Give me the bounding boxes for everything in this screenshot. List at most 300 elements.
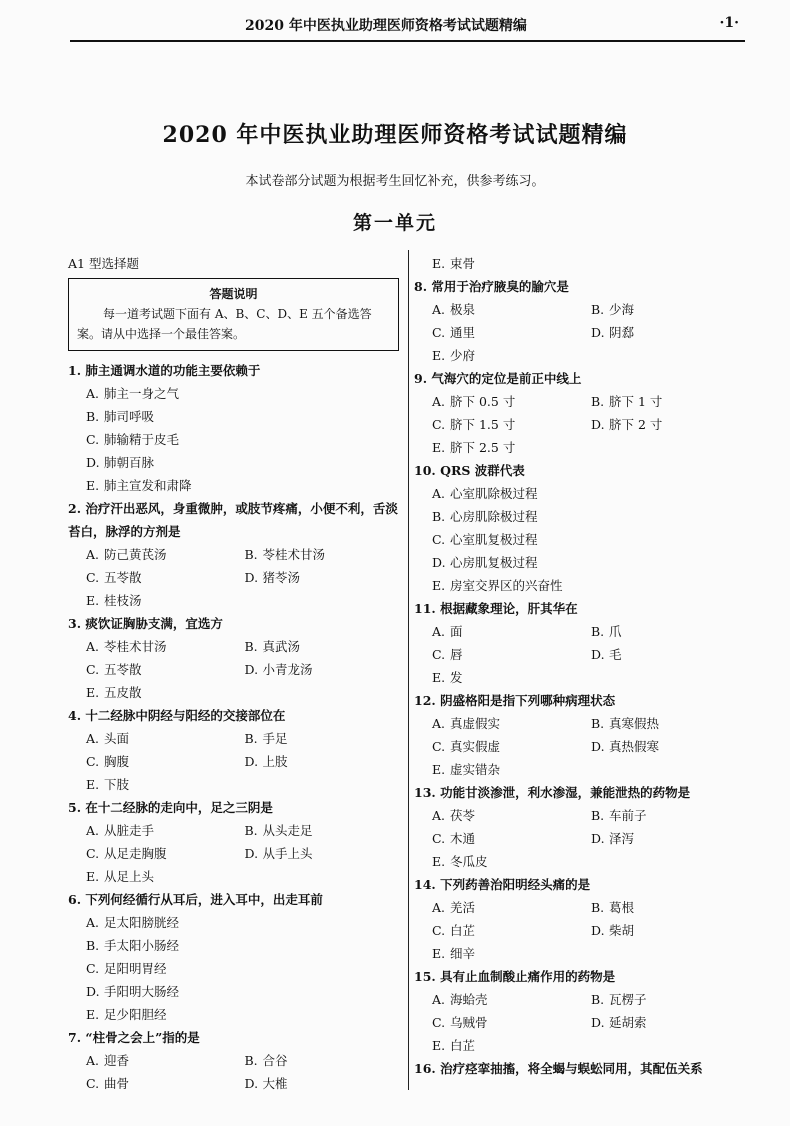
option-text: 大椎 [262, 1076, 288, 1091]
option-item [245, 543, 404, 566]
option-text: 车前子 [609, 808, 647, 823]
option-letter: C. [432, 1015, 446, 1030]
option-text: 脐下 1.5 寸 [450, 417, 516, 432]
option-text: 毛 [609, 647, 622, 662]
option-text: 足阳明胃经 [104, 961, 167, 976]
option-text: 真热假寒 [609, 739, 660, 754]
option-text: 阴郄 [609, 325, 635, 340]
option-letter: E. [86, 777, 100, 792]
question-stem [68, 796, 403, 819]
option-letter: E. [432, 946, 446, 961]
question-text: 常用于治疗腋臭的腧穴是 [431, 279, 569, 294]
option-text: 肺司呼吸 [104, 409, 155, 424]
option-item [86, 865, 403, 888]
question-stem [414, 873, 750, 896]
option-text: 唇 [450, 647, 463, 662]
option-letter: D. [86, 455, 100, 470]
question-item [68, 1026, 403, 1095]
option-text: 延胡索 [609, 1015, 647, 1030]
option-item [432, 413, 591, 436]
option-letter: B. [244, 639, 258, 654]
option-item [591, 735, 750, 758]
option-letter: E. [432, 762, 446, 777]
option-item [86, 635, 245, 658]
option-letter: C. [86, 570, 100, 585]
question-stem [68, 1026, 403, 1049]
option-text: 从手上头 [262, 846, 313, 861]
question-text: “柱骨之会上”指的是 [85, 1030, 200, 1045]
option-text: 白芷 [450, 923, 476, 938]
document-note: 本试卷部分试题为根据考生回忆补充，供参考练习。 [245, 174, 545, 189]
question-stem [68, 359, 403, 382]
option-letter: B. [591, 900, 605, 915]
option-text: 曲骨 [104, 1076, 130, 1091]
running-header-title: 2020 年中医执业助理医师资格考试试题精编 [245, 18, 527, 34]
option-item [86, 911, 403, 934]
option-text: 从足上头 [104, 869, 155, 884]
option-item [86, 658, 245, 681]
option-text: 瓦楞子 [609, 992, 647, 1007]
option-letter: D. [591, 739, 605, 754]
option-text: 心房肌复极过程 [450, 555, 538, 570]
option-item [432, 298, 591, 321]
option-item [432, 643, 591, 666]
option-item [591, 321, 750, 344]
option-item [591, 804, 750, 827]
option-letter: B. [86, 409, 100, 424]
option-letter: A. [86, 386, 100, 401]
question-stem [414, 597, 750, 620]
option-letter: E. [432, 256, 446, 271]
option-letter: D. [591, 1015, 605, 1030]
question-text: 具有止血制酸止痛作用的药物是 [440, 969, 616, 984]
option-letter: B. [591, 302, 605, 317]
option-letter: D. [591, 325, 605, 340]
question-stem [414, 275, 750, 298]
option-text: 少府 [450, 348, 476, 363]
option-letter: B. [86, 938, 100, 953]
option-item [432, 827, 591, 850]
option-letter: C. [86, 1076, 100, 1091]
option-item [432, 528, 750, 551]
question-text: 十二经脉中阴经与阳经的交接部位在 [85, 708, 286, 723]
question-stem [68, 497, 403, 543]
option-item [245, 842, 404, 865]
question-item [68, 612, 403, 704]
option-text: 手足 [262, 731, 288, 746]
option-text: 少海 [609, 302, 635, 317]
option-text: 迎香 [104, 1053, 130, 1068]
option-text: 五苓散 [104, 570, 142, 585]
question-item [68, 888, 403, 1026]
option-item [86, 589, 403, 612]
question-number: 8. [414, 279, 428, 294]
option-item [432, 942, 750, 965]
option-letter: C. [432, 647, 446, 662]
option-item [432, 850, 750, 873]
option-item [86, 474, 403, 497]
question-item [414, 781, 750, 873]
question-number: 7. [68, 1030, 82, 1045]
question-number: 6. [68, 892, 82, 907]
option-item [432, 666, 750, 689]
question-number: 3. [68, 616, 82, 631]
question-text: 气海穴的定位是前正中线上 [431, 371, 582, 386]
option-letter: B. [432, 509, 446, 524]
option-text: 从头走足 [262, 823, 313, 838]
option-text: 极泉 [450, 302, 476, 317]
option-item [86, 934, 403, 957]
option-text: 肺朝百脉 [104, 455, 155, 470]
option-item [86, 451, 403, 474]
option-letter: A. [432, 716, 446, 731]
option-item [432, 390, 591, 413]
option-text: 苓桂术甘汤 [104, 639, 167, 654]
option-letter: C. [432, 532, 446, 547]
option-item [591, 1011, 750, 1034]
question-number: 5. [68, 800, 82, 815]
option-letter: E. [86, 869, 100, 884]
option-letter: C. [86, 846, 100, 861]
option-item [591, 390, 750, 413]
option-text: 脐下 2 寸 [609, 417, 663, 432]
option-text: 真寒假热 [609, 716, 660, 731]
question-text: 治疗汗出恶风，身重微肿，或肢节疼痛，小便不利，舌淡苔白，脉浮的方剂是 [68, 501, 398, 539]
option-letter: A. [432, 624, 446, 639]
option-item [245, 566, 404, 589]
option-text: 羌活 [450, 900, 476, 915]
option-letter: E. [432, 440, 446, 455]
option-text: 下肢 [104, 777, 130, 792]
question-number: 10. [414, 463, 436, 478]
option-letter: C. [86, 961, 100, 976]
option-item [245, 658, 404, 681]
page-number: ·1· [719, 15, 739, 31]
option-text: 五皮散 [104, 685, 142, 700]
option-letter: D. [432, 555, 446, 570]
question-number: 4. [68, 708, 82, 723]
option-item [245, 635, 404, 658]
option-text: 合谷 [262, 1053, 288, 1068]
option-text: 茯苓 [450, 808, 476, 823]
left-column [68, 252, 403, 1095]
option-text: 真武汤 [262, 639, 301, 654]
option-item [591, 643, 750, 666]
question-item [414, 275, 750, 367]
option-letter: A. [432, 486, 446, 501]
option-letter: A. [86, 823, 100, 838]
option-text: 五苓散 [104, 662, 142, 677]
option-letter: D. [591, 923, 605, 938]
option-item [432, 1034, 750, 1057]
option-item [591, 712, 750, 735]
option-text: 真实假虚 [450, 739, 501, 754]
instructions-title: 答题说明 [209, 287, 258, 301]
option-text: 泽泻 [609, 831, 635, 846]
question-number: 15. [414, 969, 436, 984]
option-item [432, 758, 750, 781]
option-letter: C. [432, 923, 446, 938]
option-item [245, 750, 404, 773]
question-item [68, 497, 403, 612]
option-text: 白芷 [450, 1038, 476, 1053]
option-item [245, 727, 404, 750]
option-letter: D. [591, 417, 605, 432]
question-text: 阴盛格阳是指下列哪种病理状态 [440, 693, 616, 708]
question-stem [414, 1057, 750, 1080]
option-text: 真虚假实 [450, 716, 501, 731]
option-item [432, 896, 591, 919]
option-letter: E. [86, 685, 100, 700]
option-letter: E. [432, 348, 446, 363]
question-number: 2. [68, 501, 82, 516]
question-number: 12. [414, 693, 436, 708]
option-item [432, 804, 591, 827]
document-title: 2020 年中医执业助理医师资格考试试题精编 [162, 122, 628, 148]
option-text: 头面 [104, 731, 130, 746]
question-text: 下列药善治阳明经头痛的是 [440, 877, 591, 892]
option-text: 木通 [450, 831, 476, 846]
option-letter: A. [86, 731, 100, 746]
option-text: 爪 [609, 624, 622, 639]
option-item [432, 505, 750, 528]
option-letter: D. [244, 846, 259, 861]
option-letter: B. [591, 808, 605, 823]
question-item [414, 689, 750, 781]
option-letter: D. [591, 831, 605, 846]
instructions-box [68, 278, 399, 351]
option-text: 桂枝汤 [104, 593, 142, 608]
option-text: 肺主宣发和肃降 [104, 478, 192, 493]
question-stem [414, 459, 750, 482]
option-letter: C. [432, 739, 446, 754]
option-item [86, 428, 403, 451]
option-letter: C. [432, 831, 446, 846]
option-item [432, 919, 591, 942]
question-number: 11. [414, 601, 436, 616]
question-number: 14. [414, 877, 436, 892]
option-item [432, 1011, 591, 1034]
option-text: 发 [450, 670, 463, 685]
option-text: 葛根 [609, 900, 635, 915]
question-text: 肺主通调水道的功能主要依赖于 [85, 363, 261, 378]
option-letter: B. [591, 394, 605, 409]
option-letter: B. [244, 1053, 258, 1068]
question-item [414, 597, 750, 689]
option-item [86, 819, 245, 842]
option-text: 乌贼骨 [450, 1015, 488, 1030]
option-text: 心室肌复极过程 [450, 532, 538, 547]
option-letter: A. [432, 302, 446, 317]
option-text: 手太阳小肠经 [104, 938, 180, 953]
question-list-right [414, 275, 750, 1080]
option-item [86, 957, 403, 980]
option-item [432, 988, 591, 1011]
instructions-text: 每一道考试题下面有 A、B、C、D、E 五个备选答案。请从中选择一个最佳答案。 [77, 307, 372, 341]
option-letter: D. [244, 570, 259, 585]
question-number: 13. [414, 785, 436, 800]
question-item [414, 873, 750, 965]
option-item [591, 896, 750, 919]
option-letter: A. [432, 808, 446, 823]
option-letter: A. [86, 915, 100, 930]
option-item [86, 1003, 403, 1026]
option-letter: B. [591, 716, 605, 731]
unit-title: 第一单元 [352, 212, 437, 234]
option-letter: A. [86, 1053, 100, 1068]
option-letter: E. [432, 578, 446, 593]
option-letter: C. [86, 754, 100, 769]
option-letter: C. [432, 325, 446, 340]
option-text: 小青龙汤 [262, 662, 313, 677]
option-item [86, 727, 245, 750]
question-item [68, 704, 403, 796]
option-text: 虚实错杂 [450, 762, 501, 777]
option-letter: B. [244, 823, 258, 838]
question-continuation [414, 252, 750, 275]
option-letter: E. [432, 1038, 446, 1053]
option-letter: A. [432, 900, 446, 915]
option-text: 细辛 [450, 946, 476, 961]
option-item [591, 620, 750, 643]
option-item [86, 842, 245, 865]
question-text: 在十二经脉的走向中，足之三阴是 [85, 800, 273, 815]
option-letter: E. [86, 1007, 100, 1022]
option-letter: D. [244, 1076, 259, 1091]
option-text: 苓桂术甘汤 [262, 547, 326, 562]
question-text: 治疗痉挛抽搐，将全蝎与蜈蚣同用，其配伍关系 [440, 1061, 703, 1076]
question-stem [414, 689, 750, 712]
option-item [591, 827, 750, 850]
question-list-left [68, 359, 403, 1095]
option-item [432, 574, 750, 597]
option-letter: A. [86, 547, 100, 562]
option-letter: D. [244, 754, 259, 769]
section-label: A1 型选择题 [68, 256, 139, 271]
option-text: 手阳明大肠经 [104, 984, 180, 999]
option-text: 防己黄芪汤 [104, 547, 167, 562]
option-letter: D. [591, 647, 605, 662]
question-stem [414, 965, 750, 988]
question-number: 1. [68, 363, 82, 378]
option-item [86, 773, 403, 796]
option-text: 胸腹 [104, 754, 130, 769]
question-text: 痰饮证胸胁支满，宜选方 [85, 616, 223, 631]
question-stem [414, 781, 750, 804]
option-item [245, 1072, 404, 1095]
question-item [414, 965, 750, 1057]
option-item [86, 566, 245, 589]
option-text: 肺输精于皮毛 [104, 432, 180, 447]
option-item [432, 321, 591, 344]
column-divider [408, 250, 409, 1090]
option-item [432, 735, 591, 758]
option-letter: A. [432, 992, 446, 1007]
question-stem [68, 704, 403, 727]
option-item [86, 543, 245, 566]
option-text: 海蛤壳 [450, 992, 488, 1007]
option-text: 足少阳胆经 [104, 1007, 167, 1022]
option-text: 心房肌除极过程 [450, 509, 538, 524]
option-letter: E. [432, 854, 446, 869]
option-text: 猪苓汤 [262, 570, 301, 585]
option-letter: C. [86, 432, 100, 447]
option-letter: E. [86, 478, 100, 493]
question-text: 功能甘淡渗泄，利水渗湿，兼能泄热的药物是 [440, 785, 691, 800]
running-header [70, 10, 745, 42]
question-stem [68, 888, 403, 911]
option-text: 冬瓜皮 [450, 854, 488, 869]
option-text: 从足走胸腹 [104, 846, 167, 861]
option-letter: B. [591, 992, 605, 1007]
option-letter: A. [432, 394, 446, 409]
option-item [591, 988, 750, 1011]
option-item [591, 413, 750, 436]
option-text: 房室交界区的兴奋性 [450, 578, 563, 593]
option-item [245, 1049, 404, 1072]
option-text: 从脏走手 [104, 823, 155, 838]
option-item [86, 750, 245, 773]
option-text: 脐下 0.5 寸 [450, 394, 516, 409]
option-letter: D. [244, 662, 259, 677]
option-item [245, 819, 404, 842]
question-item [68, 359, 403, 497]
question-item [414, 459, 750, 597]
question-item [414, 367, 750, 459]
option-text: 肺主一身之气 [104, 386, 180, 401]
option-letter: A. [86, 639, 100, 654]
option-item [432, 436, 750, 459]
right-column [414, 252, 750, 1080]
option-item [432, 620, 591, 643]
option-text: 面 [450, 624, 463, 639]
option-text: 上肢 [262, 754, 288, 769]
option-letter: B. [244, 547, 258, 562]
option-item [86, 382, 403, 405]
question-text: 根据藏象理论，肝其华在 [440, 601, 578, 616]
option-item [432, 712, 591, 735]
option-item [432, 252, 750, 275]
option-letter: B. [244, 731, 258, 746]
option-letter: E. [432, 670, 446, 685]
option-item [86, 405, 403, 428]
option-text: 通里 [450, 325, 476, 340]
option-text: 脐下 1 寸 [609, 394, 663, 409]
question-number: 16. [414, 1061, 436, 1076]
option-item [86, 1072, 245, 1095]
question-stem [68, 612, 403, 635]
option-item [591, 298, 750, 321]
option-text: 心室肌除极过程 [450, 486, 538, 501]
question-item [68, 796, 403, 888]
option-text: 束骨 [450, 256, 476, 271]
option-text: 足太阳膀胱经 [104, 915, 180, 930]
question-text: 下列何经循行从耳后，进入耳中，出走耳前 [85, 892, 323, 907]
option-letter: D. [86, 984, 100, 999]
option-letter: C. [86, 662, 100, 677]
question-stem [414, 367, 750, 390]
option-text: 脐下 2.5 寸 [450, 440, 516, 455]
question-text: QRS 波群代表 [440, 463, 525, 478]
option-item [591, 919, 750, 942]
question-number: 9. [414, 371, 428, 386]
option-item [432, 482, 750, 505]
option-item [86, 681, 403, 704]
option-item [86, 980, 403, 1003]
option-item [86, 1049, 245, 1072]
question-item [414, 1057, 750, 1080]
option-item [432, 344, 750, 367]
